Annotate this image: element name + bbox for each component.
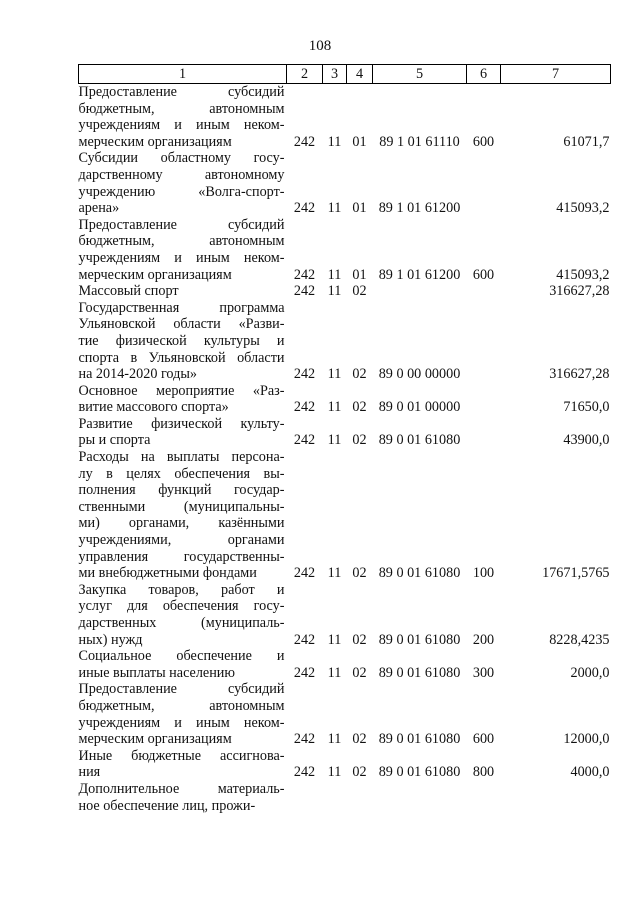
table-row <box>79 217 611 283</box>
item-name-cell <box>79 681 287 747</box>
item-name-line: ры и спорта <box>78 432 151 449</box>
item-name-cell <box>79 416 287 449</box>
budget-table <box>78 64 611 814</box>
header-col-2: 2 <box>287 65 323 84</box>
table-row <box>79 748 611 781</box>
section-cell: 11 <box>327 631 342 648</box>
item-name-line: бюджетным, автономным <box>78 100 285 117</box>
section-cell: 11 <box>327 664 342 681</box>
code-cell: 242 <box>293 565 316 582</box>
item-name-line: ми внебюджетными фондами <box>78 565 257 582</box>
expense-type-cell <box>467 150 501 216</box>
subsection-cell: 02 <box>352 366 367 383</box>
target-article-cell: 89 0 01 61080 <box>378 565 461 582</box>
subsection-cell: 02 <box>352 664 367 681</box>
table-row <box>79 416 611 449</box>
item-name-line: Иные бюджетные ассигнова- <box>78 747 285 764</box>
section-cell: 11 <box>327 731 342 748</box>
header-col-6: 6 <box>467 65 501 84</box>
header-col-5: 5 <box>373 65 467 84</box>
expense-type-cell <box>467 283 501 300</box>
item-name-line: витие массового спорта» <box>78 399 229 416</box>
code-cell: 242 <box>293 631 316 648</box>
item-name-cell <box>79 582 287 648</box>
target-article-cell <box>373 283 467 300</box>
amount-cell <box>501 781 611 814</box>
item-name-cell <box>79 449 287 582</box>
item-name-cell <box>79 300 287 383</box>
item-name-line: учреждениям и иным неком- <box>78 714 285 731</box>
section-cell: 11 <box>327 565 342 582</box>
item-name-line: Расходы на выплаты персона- <box>78 449 285 466</box>
item-name-line: полнения функций государ- <box>78 482 285 499</box>
item-name-line: учреждению «Волга-спорт- <box>78 183 285 200</box>
section-cell: 11 <box>327 366 342 383</box>
table-row <box>79 383 611 416</box>
item-name-line: на 2014-2020 годы» <box>78 366 197 383</box>
code-cell <box>287 781 323 814</box>
expense-type-cell: 600 <box>472 133 495 150</box>
header-col-7: 7 <box>501 65 611 84</box>
code-cell: 242 <box>293 399 316 416</box>
item-name-line: Субсидии областному госу- <box>78 150 285 167</box>
item-name-line: иные выплаты населению <box>78 664 235 681</box>
target-article-cell: 89 0 01 61080 <box>378 664 461 681</box>
item-name-cell <box>79 748 287 781</box>
amount-cell: 17671,5765 <box>542 565 610 582</box>
item-name-cell <box>79 283 287 300</box>
table-header <box>79 65 611 84</box>
item-name-cell <box>79 781 287 814</box>
target-article-cell: 89 0 01 61080 <box>378 731 461 748</box>
subsection-cell: 02 <box>352 631 367 648</box>
table-row <box>79 449 611 582</box>
item-name-line: мерческим организациям <box>78 731 232 748</box>
amount-cell: 71650,0 <box>563 399 610 416</box>
expense-type-cell <box>467 300 501 383</box>
item-name-line: управления государственны- <box>78 548 285 565</box>
item-name-line: ми) органами, казёнными <box>78 515 285 532</box>
amount-cell: 8228,4235 <box>549 631 610 648</box>
item-name-line: Дополнительное материаль- <box>78 780 285 797</box>
amount-cell: 316627,28 <box>549 366 610 383</box>
table-row <box>79 150 611 216</box>
section-cell: 11 <box>327 266 342 283</box>
item-name-cell <box>79 383 287 416</box>
item-name-line: тие физической культуры и <box>78 332 285 349</box>
subsection-cell: 02 <box>352 432 367 449</box>
amount-cell: 4000,0 <box>570 764 610 781</box>
target-article-cell: 89 0 01 61080 <box>378 432 461 449</box>
target-article-cell: 89 0 01 61080 <box>378 631 461 648</box>
expense-type-cell: 600 <box>472 266 495 283</box>
table-row <box>79 681 611 747</box>
section-cell: 11 <box>327 764 342 781</box>
amount-cell: 415093,2 <box>556 266 610 283</box>
code-cell: 242 <box>293 283 316 300</box>
subsection-cell: 02 <box>352 731 367 748</box>
item-name-line: арена» <box>78 200 120 217</box>
item-name-line: ния <box>78 764 101 781</box>
table-row <box>79 648 611 681</box>
item-name-line: учреждениями, органами <box>78 532 285 549</box>
item-name-line: Закупка товаров, работ и <box>78 581 285 598</box>
table-row <box>79 84 611 151</box>
code-cell: 242 <box>293 664 316 681</box>
subsection-cell: 02 <box>352 565 367 582</box>
item-name-line: спорта в Ульяновской области <box>78 349 285 366</box>
item-name-line: бюджетным, автономным <box>78 233 285 250</box>
target-article-cell: 89 1 01 61200 <box>378 266 461 283</box>
code-cell: 242 <box>293 266 316 283</box>
table-row <box>79 781 611 814</box>
code-cell: 242 <box>293 366 316 383</box>
section-cell: 11 <box>327 432 342 449</box>
section-cell: 11 <box>327 399 342 416</box>
item-name-cell <box>79 217 287 283</box>
expense-type-cell <box>467 416 501 449</box>
target-article-cell: 89 0 01 61080 <box>378 764 461 781</box>
table-body <box>79 84 611 815</box>
header-col-1: 1 <box>79 65 287 84</box>
item-name-line: ное обеспечение лиц, прожи- <box>78 797 256 814</box>
subsection-cell: 01 <box>352 133 367 150</box>
item-name-line: Социальное обеспечение и <box>78 648 285 665</box>
amount-cell: 12000,0 <box>563 731 610 748</box>
item-name-line: дарственному автономному <box>78 166 285 183</box>
code-cell: 242 <box>293 731 316 748</box>
amount-cell: 316627,28 <box>549 283 610 300</box>
item-name-line: учреждениям и иным неком- <box>78 117 285 134</box>
item-name-line: Предоставление субсидий <box>78 216 285 233</box>
amount-cell: 43900,0 <box>563 432 610 449</box>
table-row <box>79 283 611 300</box>
expense-type-cell: 100 <box>472 565 495 582</box>
section-cell: 11 <box>327 283 342 300</box>
item-name-line: мерческим организациям <box>78 266 232 283</box>
amount-cell: 61071,7 <box>563 133 610 150</box>
amount-cell: 2000,0 <box>570 664 610 681</box>
subsection-cell: 02 <box>352 764 367 781</box>
item-name-line: мерческим организациям <box>78 133 232 150</box>
expense-type-cell: 600 <box>472 731 495 748</box>
item-name-line: Основное мероприятие «Раз- <box>78 382 285 399</box>
subsection-cell: 02 <box>352 283 367 300</box>
header-col-3: 3 <box>323 65 347 84</box>
expense-type-cell: 300 <box>472 664 495 681</box>
target-article-cell: 89 0 01 00000 <box>378 399 461 416</box>
table-row <box>79 300 611 383</box>
item-name-cell <box>79 150 287 216</box>
item-name-line: ных) нужд <box>78 631 143 648</box>
item-name-line: учреждениям и иным неком- <box>78 249 285 266</box>
item-name-line: лу в целях обеспечения вы- <box>78 465 285 482</box>
target-article-cell: 89 0 00 00000 <box>378 366 461 383</box>
target-article-cell <box>373 781 467 814</box>
item-name-line: Государственная программа <box>78 299 285 316</box>
item-name-line: Предоставление субсидий <box>78 84 285 100</box>
item-name-line: Ульяновской области «Разви- <box>78 316 285 333</box>
target-article-cell: 89 1 01 61200 <box>378 200 461 217</box>
expense-type-cell: 200 <box>472 631 495 648</box>
section-cell: 11 <box>327 133 342 150</box>
target-article-cell: 89 1 01 61110 <box>379 133 460 150</box>
subsection-cell <box>347 781 373 814</box>
header-col-4: 4 <box>347 65 373 84</box>
code-cell: 242 <box>293 133 316 150</box>
item-name-line: ственными (муниципальны- <box>78 498 285 515</box>
section-cell <box>323 781 347 814</box>
item-name-line: Массовый спорт <box>78 283 179 300</box>
table-row <box>79 582 611 648</box>
code-cell: 242 <box>293 432 316 449</box>
item-name-line: дарственных (муниципаль- <box>78 615 285 631</box>
code-cell: 242 <box>293 764 316 781</box>
item-name-line: бюджетным, автономным <box>78 697 285 714</box>
subsection-cell: 01 <box>352 266 367 283</box>
item-name-line: услуг для обеспечения госу- <box>78 598 285 615</box>
page-number: 108 <box>308 38 332 54</box>
code-cell: 242 <box>293 200 316 217</box>
subsection-cell: 02 <box>352 399 367 416</box>
item-name-line: Развитие физической культу- <box>78 415 285 432</box>
item-name-cell <box>79 84 287 151</box>
expense-type-cell <box>467 383 501 416</box>
item-name-cell <box>79 648 287 681</box>
item-name-line: Предоставление субсидий <box>78 681 285 698</box>
expense-type-cell: 800 <box>472 764 495 781</box>
section-cell: 11 <box>327 200 342 217</box>
expense-type-cell <box>467 781 501 814</box>
subsection-cell: 01 <box>352 200 367 217</box>
amount-cell: 415093,2 <box>556 200 610 217</box>
